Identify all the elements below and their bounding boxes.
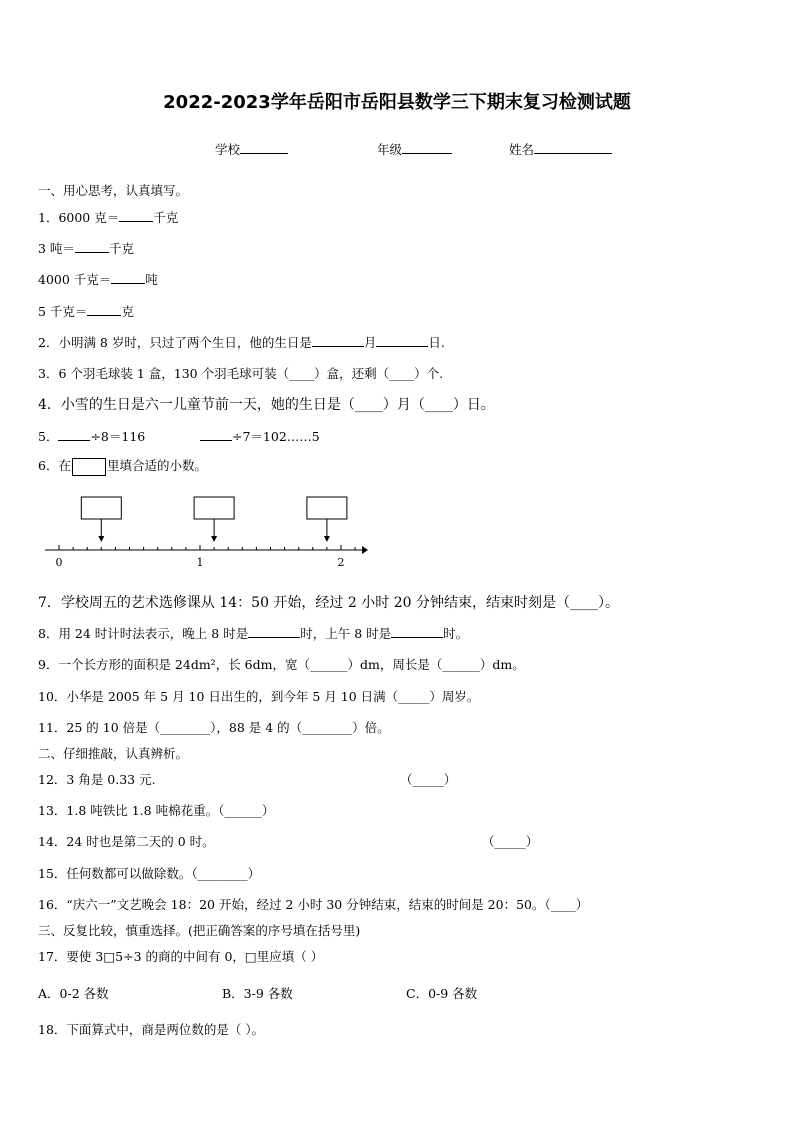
section-3-heading: 三、反复比较，慎重选择。(把正确答案的序号填在括号里) — [38, 923, 361, 938]
question-9: 9．一个长方形的面积是 24dm²，长 6dm，宽（______）dm，周长是（______）dm。 — [38, 657, 525, 672]
q1a-prefix: 1．6000 克＝ — [38, 210, 120, 225]
question-3: 3．6 个羽毛球装 1 盒，130 个羽毛球可装（____）盒，还剩（____）个. — [38, 366, 444, 381]
q1c-suffix: 吨 — [145, 272, 158, 287]
q2-prefix: 2．小明满 8 岁时，只过了两个生日，他的生日是 — [38, 335, 312, 350]
q6-suffix: 里填合适的小数。 — [106, 458, 207, 473]
question-4: 4．小雪的生日是六一儿童节前一天，她的生日是（____）月（____）日。 — [38, 397, 495, 413]
answer-box-1 — [81, 497, 121, 519]
answer-box-2 — [194, 497, 234, 519]
question-6 — [38, 456, 207, 476]
pointer-arrow-1 — [98, 536, 104, 542]
q5-part-a: ÷8＝116 — [90, 429, 146, 444]
number-line — [0, 490, 794, 575]
question-17-option-c: C．0-9 各数 — [406, 986, 478, 1001]
question-16: 16．“庆六一”文艺晚会 18：20 开始，经过 2 小时 30 分钟结束，结束的时间是 20：50。（____） — [38, 897, 589, 912]
q1d-prefix: 5 千克＝ — [38, 304, 88, 319]
question-17-option-a: A．0-2 各数 — [38, 986, 109, 1001]
q2-suffix: 日. — [428, 335, 445, 350]
tick-label-2: 2 — [337, 556, 345, 569]
question-11: 11．25 的 10 倍是（________），88 是 4 的（________）倍。 — [38, 720, 390, 735]
question-17-option-b: B．3-9 各数 — [222, 986, 293, 1001]
question-18: 18．下面算式中，商是两位数的是（ ）。 — [38, 1022, 265, 1037]
question-1c — [38, 270, 158, 288]
q6-prefix: 6．在 — [38, 458, 71, 473]
question-1a — [38, 208, 178, 226]
question-13: 13．1.8 吨铁比 1.8 吨棉花重。（______） — [38, 803, 275, 818]
question-14-blank: （_____） — [482, 834, 539, 849]
section-2-heading: 二、仔细推敲，认真辨析。 — [38, 746, 189, 761]
q1a-suffix: 千克 — [153, 210, 179, 225]
section-1-heading: 一、用心思考，认真填写。 — [38, 183, 189, 198]
name-field — [509, 140, 612, 158]
question-2 — [38, 333, 445, 351]
grade-label: 年级 — [377, 142, 403, 157]
answer-box-3 — [307, 497, 347, 519]
question-10: 10．小华是 2005 年 5 月 10 日出生的，到今年 5 月 10 日满（_____）周岁。 — [38, 689, 480, 704]
q8-prefix: 8．用 24 时计时法表示，晚上 8 时是 — [38, 626, 249, 641]
answer-box — [72, 458, 106, 476]
q8-mid: 时，上午 8 时是 — [300, 626, 392, 641]
page-title: 2022-2023学年岳阳市岳阳县数学三下期末复习检测试题 — [163, 92, 631, 113]
name-label: 姓名 — [509, 142, 535, 157]
q2-mid: 月 — [363, 335, 377, 350]
pointer-arrow-2 — [211, 536, 217, 542]
school-label: 学校 — [215, 142, 241, 157]
question-7: 7．学校周五的艺术选修课从 14：50 开始，经过 2 小时 20 分钟结束，结束时刻是（____）。 — [38, 595, 619, 611]
q1d-suffix: 克 — [121, 304, 134, 319]
q5-part-b: ÷7＝102……5 — [232, 429, 320, 444]
q5-number: 5． — [38, 429, 59, 444]
number-line-arrowhead — [362, 546, 368, 554]
question-8 — [38, 624, 468, 642]
question-17: 17．要使 3□5÷3 的商的中间有 0，□里应填（ ） — [38, 949, 324, 964]
q1b-prefix: 3 吨＝ — [38, 241, 75, 256]
grade-field — [377, 140, 452, 158]
q8-suffix: 时。 — [443, 626, 469, 641]
tick-label-1: 1 — [196, 556, 204, 569]
q1b-suffix: 千克 — [108, 241, 134, 256]
question-14: 14．24 时也是第二天的 0 时。 — [38, 834, 215, 849]
q1c-prefix: 4000 千克＝ — [38, 272, 112, 287]
question-5 — [38, 427, 145, 445]
question-5b — [200, 427, 320, 445]
question-1d — [38, 302, 134, 320]
question-1b — [38, 239, 134, 257]
pointer-arrow-3 — [324, 536, 330, 542]
question-15: 15．任何数都可以做除数。（________） — [38, 866, 261, 881]
question-12-blank: （_____） — [400, 772, 457, 787]
question-12: 12．3 角是 0.33 元. — [38, 772, 156, 787]
school-field — [215, 140, 288, 158]
tick-label-0: 0 — [55, 556, 63, 569]
